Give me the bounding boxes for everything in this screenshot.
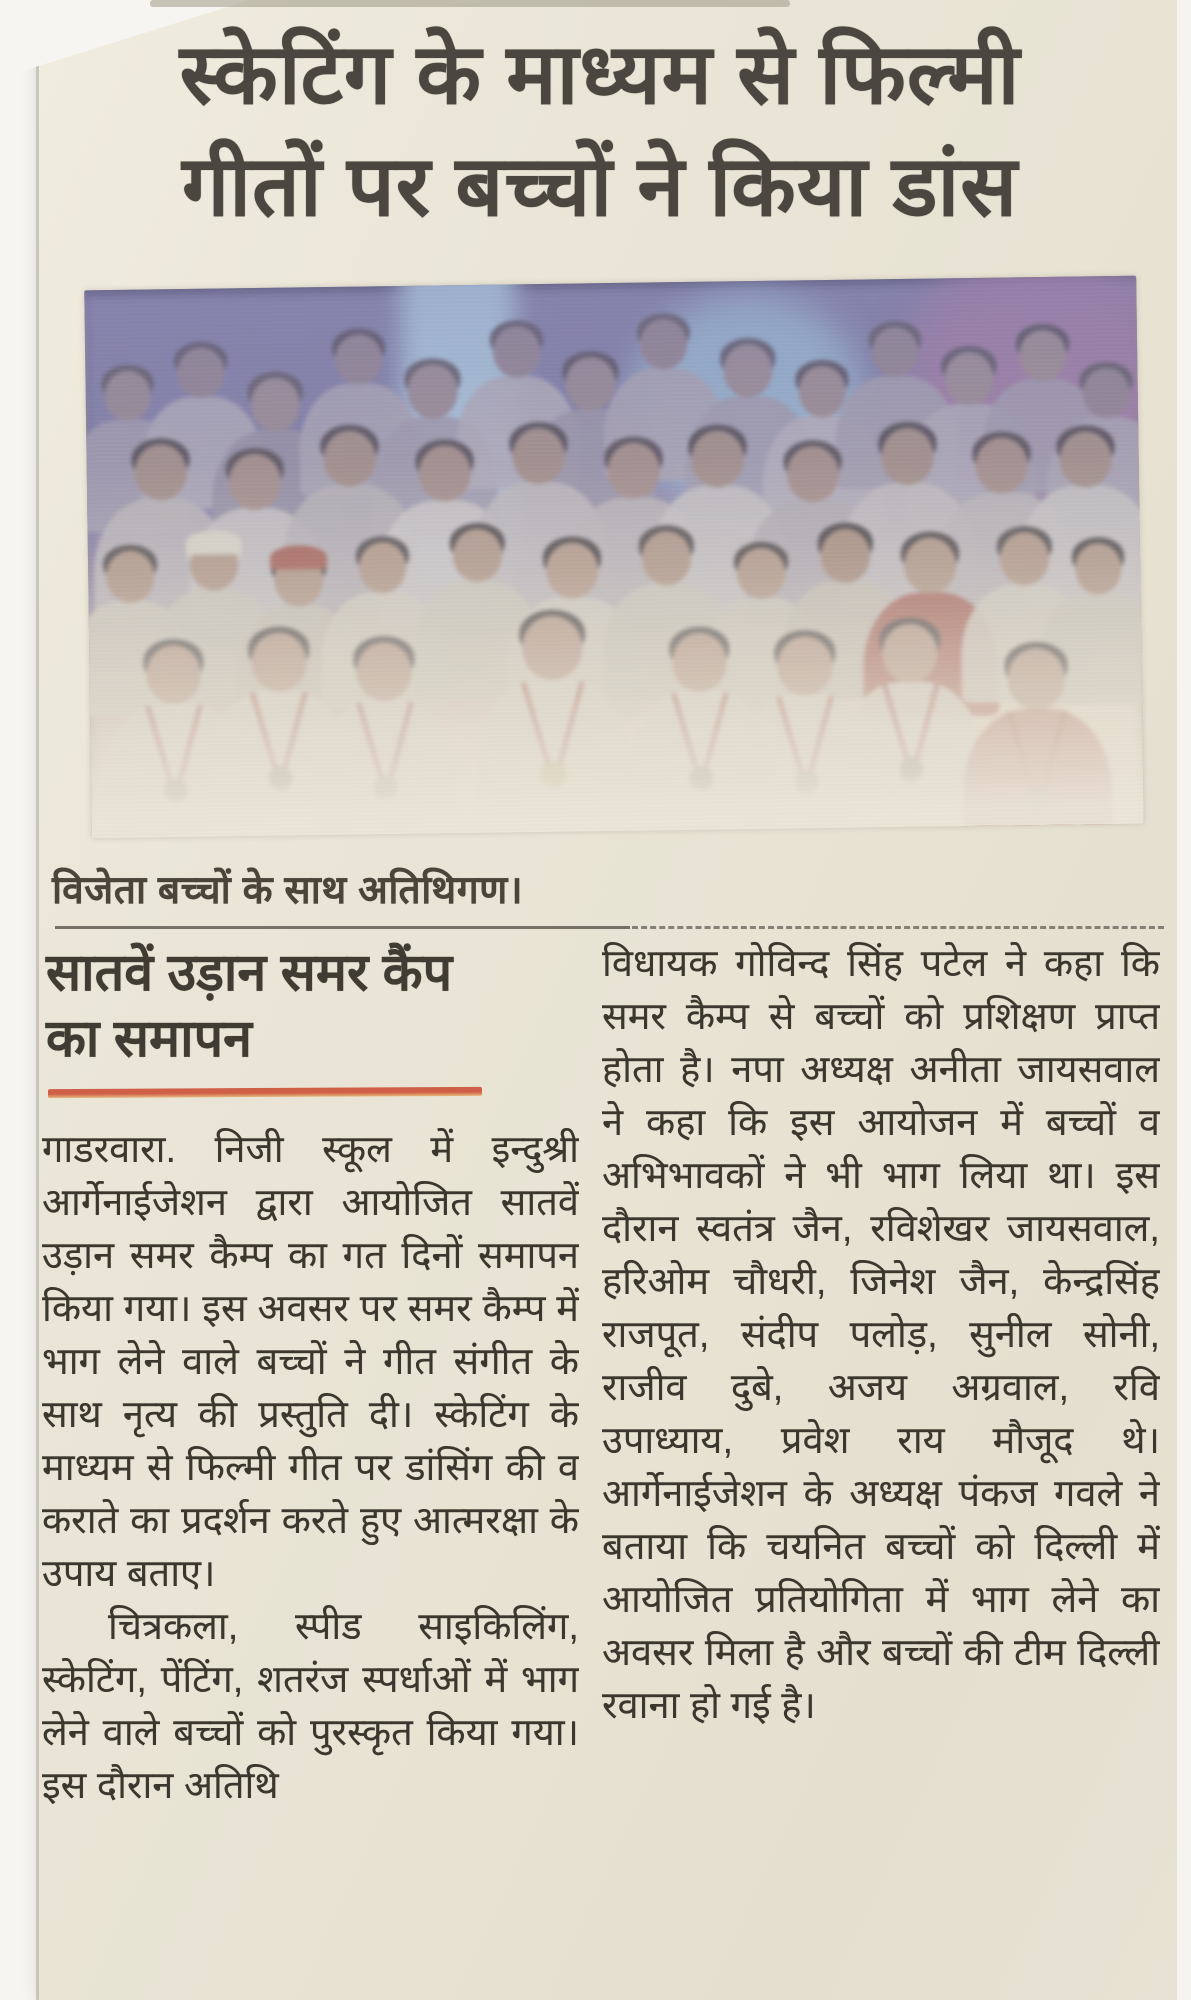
subhead-line-1: सातवें उड़ान समर कैंप — [46, 944, 453, 1002]
article-column-right — [602, 938, 1160, 2000]
article-subhead — [46, 940, 591, 1072]
article-headline — [60, 18, 1140, 242]
caption-divider-dashed — [632, 926, 1164, 929]
clipping-top-shadow — [150, 0, 790, 7]
left-paragraph-1: गाडरवारा. निजी स्कूल में इन्दुश्री आर्गेनाईजेशन द्वारा आयोजित सातवें उड़ान समर कैम्प का गत दिनों समापन किया गया। इस अवसर पर समर कैम्प में भाग लेने वाले बच्चों ने गीत संगीत के साथ नृत्य की प्रस्तुति दी। स्केटिंग के माध्यम से फिल्मी गीत पर डांसिंग की व कराते का प्रदर्शन करते हुए आत्मरक्षा के उपाय बताए। — [42, 1129, 579, 1595]
subhead-line-2: का समापन — [46, 1010, 252, 1068]
photo-caption: विजेता बच्चों के साथ अतिथिगण। — [52, 869, 524, 912]
clipping-left-edge — [36, 0, 39, 2000]
headline-line-1: स्केटिंग के माध्यम से फिल्मी — [179, 27, 1021, 121]
caption-divider-solid — [55, 926, 630, 929]
article-photo — [84, 276, 1144, 839]
left-paragraph-2: चित्रकला, स्पीड साइकिलिंग, स्केटिंग, पेंटिंग, शतरंज स्पर्धाओं में भाग लेने वाले बच्चों को पुरस्कृत किया गया। इस दौरान अतिथि — [42, 1606, 579, 1807]
headline-line-2: गीतों पर बच्चों ने किया डांस — [181, 139, 1018, 233]
right-paragraph-1: विधायक गोविन्द सिंह पटेल ने कहा कि समर कैम्प से बच्चों को प्रशिक्षण प्राप्त होता है। नपा अध्यक्ष अनीता जायसवाल ने कहा कि इस आयोजन में बच्चों व अभिभावकों ने भी भाग लिया था। इस दौरान स्वतंत्र जैन, रविशेखर जायसवाल, हरिओम चौधरी, जिनेश जैन, केन्द्रसिंह राजपूत, संदीप पलोड़, सुनील सोनी, राजीव दुबे, अजय अग्रवाल, रवि उपाध्याय, प्रवेश राय मौजूद थे। आर्गेनाईजेशन के अध्यक्ष पंकज गवले ने बताया कि चयनित बच्चों को दिल्ली में आयोजित प्रतियोगिता में भाग लेने का अवसर मिला है और बच्चों की टीम दिल्ली रवाना हो गई है। — [602, 943, 1160, 1727]
article-column-left — [42, 1124, 579, 2000]
photo-halftone-grain — [84, 276, 1144, 839]
clipping-right-edge — [1177, 0, 1191, 2000]
